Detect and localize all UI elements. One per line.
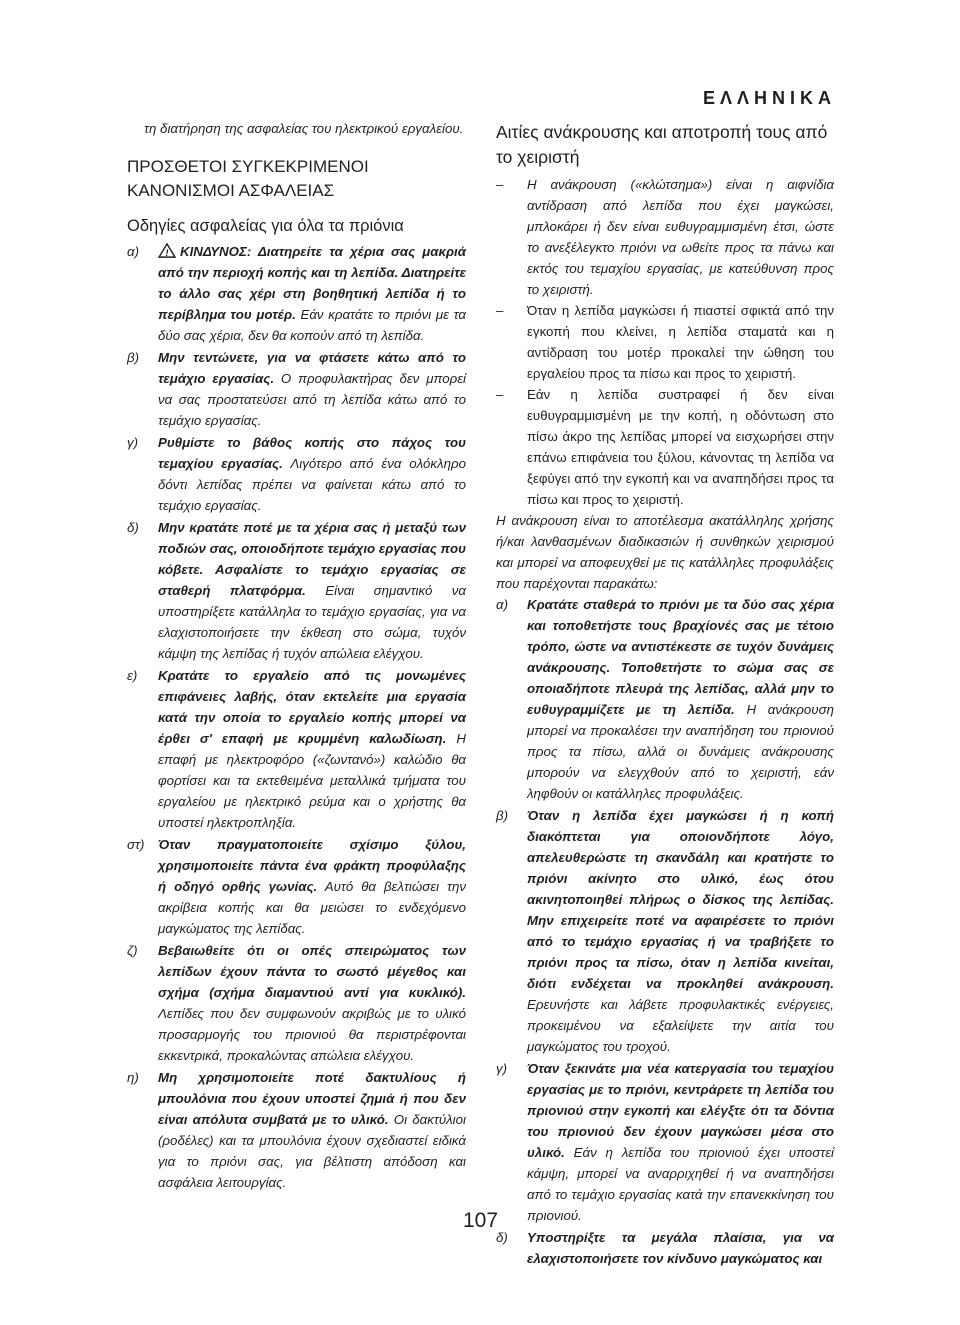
subsection-heading: Οδηγίες ασφαλείας για όλα τα πριόνια (127, 217, 404, 235)
item-bold-text: Βεβαιωθείτε ότι οι οπές σπειρώματος των λεπίδων έχουν πάντα το σωστό μέγεθος και σχήμα (σχήμα διαμαντιού αντί για κυκλικό). (158, 943, 466, 1000)
item-bold-text: Μην κρατάτε ποτέ με τα χέρια σας ή μεταξύ των ποδιών σας, οποιοδήποτε τεμάχιο εργασίας που κόβετε. Ασφαλίστε το τεμάχιο εργασίας σε σταθερή πλατφόρμα. (158, 520, 466, 598)
dash-item (496, 174, 834, 300)
kickback-paragraph: Η ανάκρουση είναι το αποτέλεσμα ακατάλληλης χρήσης ή/και λανθασμένων διαδικασιών ή συνθηκών χειρισμού και μπορεί να αποφευχθεί με τις κατάλληλες προφυλάξεις που παρέχονται παρακάτω: (496, 513, 834, 591)
list-item (127, 347, 466, 431)
item-text (158, 665, 466, 833)
item-text (158, 1067, 466, 1193)
page-number: 107 (463, 1209, 499, 1232)
item-label: ε) (127, 668, 138, 683)
item-bold-text: Κρατάτε σταθερά το πριόνι με τα δύο σας χέρια και τοποθετήστε τους βραχίονές σας με τέτοιο τρόπο, ώστε να αντιστέκεστε σε τυχόν δυνάμεις ανάκρουσης. Τοποθετήστε το σώμα σας σε οποιαδήποτε πλευρά της λεπίδας, αλλά μην το ευθυγραμμίζετε με τη λεπίδα. (527, 597, 834, 717)
item-text (158, 432, 466, 516)
item-plain-text: Αυτό θα βελτιώσει την ακρίβεια κοπής και θα μειώσει το ενδεχόμενο μαγκώματος της λεπίδας. (158, 879, 467, 936)
dash-text: Η ανάκρουση («κλώτσημα») είναι η αιφνίδια αντίδραση από λεπίδα που έχει μαγκώσει, μπλοκάρει ή δεν είναι ευθυγραμμισμένη έτσι, ώστε το ανεξέλεγκτο πριόνι να ωθείτε προς τα πάνω και εκτός του τεμαχίου εργασίας, με κατεύθυνση προς το χειριστή. (527, 177, 834, 297)
item-bold-text: Μην τεντώνετε, για να φτάσετε κάτω από το τεμάχιο εργασίας. (158, 350, 466, 386)
item-text (158, 517, 466, 664)
dash-item (496, 384, 834, 510)
item-text (158, 241, 466, 346)
list-item (127, 665, 466, 833)
item-text (527, 1227, 834, 1269)
dash-item (496, 300, 834, 384)
item-plain-text: Η επαφή με ηλεκτροφόρο («ζωντανό») καλώδιο θα φορτίσει και τα εκτεθειμένα μεταλλικά τμήματα του εργαλείου με ηλεκτρικό ρεύμα και ο χρήστης θα υποστεί ηλεκτροπληξία. (158, 731, 466, 830)
item-label: δ) (496, 1230, 508, 1245)
item-text (158, 834, 466, 939)
dash-bullet: – (496, 177, 504, 192)
list-item (127, 834, 466, 939)
item-label: στ) (127, 837, 145, 852)
list-item (127, 432, 466, 516)
item-plain-text: Οι δακτύλιοι (ροδέλες) και τα μπουλόνια έχουν σχεδιαστεί ειδικά για το πριόνι σας, για βέλτιστη απόδοση και ασφάλεια λειτουργίας. (158, 1112, 466, 1190)
dash-text: Εάν η λεπίδα συστραφεί ή δεν είναι ευθυγραμμισμένη με την κοπή, η οδόντωση στο πίσω άκρο της λεπίδας μπορεί να εισχωρήσει στην επάνω επιφάνεια του ξύλου, κάνοντας τη λεπίδα να ξεφύγει από την εγκοπή και να αναπηδήσει προς τα πίσω και προς το χειριστή. (527, 387, 834, 507)
item-bold-text: Όταν πραγματοποιείτε σχίσιμο ξύλου, χρησιμοποιείτε πάντα ένα φράκτη προφύλαξης ή οδηγό ορθής γωνίας. (158, 837, 466, 894)
item-plain-text: Είναι σημαντικό να υποστηρίξετε κατάλληλα το τεμάχιο εργασίας, για να ελαχιστοποιήσετε την έκθεση στο σώμα, τυχόν κάμψη της λεπίδας ή τυχόν απώλεια ελέγχου. (158, 583, 466, 661)
item-plain-text: Ερευνήστε και λάβετε προφυλακτικές ενέργειες, προκειμένου να εξαλείψετε την αιτία του μαγκώματος του τροχού. (527, 997, 834, 1054)
list-item (496, 1058, 834, 1226)
dash-text: Όταν η λεπίδα μαγκώσει ή πιαστεί σφικτά από την εγκοπή που κλείνει, η λεπίδα σταματά και η αντίδραση του μοτέρ προκαλεί την ώθηση του εργαλείου προς τα πίσω και προς το χειριστή. (527, 303, 834, 381)
item-text (158, 347, 466, 431)
list-item (496, 805, 834, 1057)
item-text (527, 1058, 834, 1226)
dash-bullet: – (496, 387, 504, 402)
item-label: γ) (127, 435, 139, 450)
item-label: β) (496, 808, 509, 823)
item-label: η) (127, 1070, 139, 1085)
intro-text: τη διατήρηση της ασφαλείας του ηλεκτρικού εργαλείου. (144, 121, 464, 136)
item-plain-text: Ο προφυλακτήρας δεν μπορεί να σας προστατεύσει από τη λεπίδα κάτω από το τεμάχιο εργασίας. (158, 371, 467, 428)
item-text (527, 805, 834, 1057)
list-item (127, 241, 466, 346)
item-label: α) (496, 597, 509, 612)
item-plain-text: Εάν κρατάτε το πριόνι με τα δύο σας χέρια, δεν θα κοπούν από τη λεπίδα. (158, 307, 467, 343)
item-plain-text: Λεπίδες που δεν συμφωνούν ακριβώς με το υλικό προσαρμογής του πριονιού θα περιστρέφονται εκκεντρικά, προκαλώντας απώλεια ελέγχου. (158, 1006, 466, 1063)
item-plain-text: Η ανάκρουση μπορεί να προκαλέσει την αναπήδηση του πριονιού προς τα πίσω, αλλά οι δυνάμεις ανάκρουσης μπορούν να ελεγχθούν από το χειριστή, εάν ληφθούν οι κατάλληλες προφυλάξεις. (527, 702, 834, 801)
right-item-list (496, 594, 834, 1269)
item-bold-text: Υποστηρίξτε τα μεγάλα πλαίσια, για να ελαχιστοποιήσετε τον κίνδυνο μαγκώματος και (527, 1230, 834, 1266)
item-label: δ) (127, 520, 139, 535)
list-item (127, 1067, 466, 1193)
item-plain-text: Εάν η λεπίδα του πριονιού έχει υποστεί κάμψη, μπορεί να αναρριχηθεί ή να αναπηδήσει από το τεμάχιο εργασίας κατά την επανεκκίνηση του πριονιού. (527, 1145, 834, 1223)
dash-list (496, 174, 834, 510)
list-item (127, 517, 466, 664)
right-column (496, 118, 834, 1270)
left-item-list (127, 241, 466, 1193)
dash-bullet: – (496, 303, 504, 318)
item-bold-text: Όταν ξεκινάτε μια νέα κατεργασία του τεμαχίου εργασίας με το πριόνι, κεντράρετε τη λεπίδα του πριονιού στην εγκοπή και ελέγξτε ότι τα δόντια του πριονιού δεν έχουν μαγκώσει μέσα στο υλικό. (527, 1061, 834, 1160)
item-bold-text: Κρατάτε το εργαλείο από τις μονωμένες επιφάνειες λαβής, όταν εκτελείτε μια εργασία κατά την οποία το εργαλείο κοπής μπορεί να έρθει σ' επαφή με κρυμμένη καλωδίωση. (158, 668, 466, 746)
item-label: α) (127, 244, 140, 259)
item-label: γ) (496, 1061, 508, 1076)
item-bold-text: Ρυθμίστε το βάθος κοπής στο πάχος του τεμαχίου εργασίας. (158, 435, 466, 471)
kickback-heading: Αιτίες ανάκρουσης και αποτροπή τους από το χειριστή (496, 122, 828, 167)
language-header: ΕΛΛΗΝΙΚΑ (702, 88, 836, 108)
warning-triangle-icon (158, 243, 176, 258)
item-plain-text: Λιγότερο από ένα ολόκληρο δόντι λεπίδας πρέπει να φαίνεται κάτω από το τεμάχιο εργασίας. (158, 456, 466, 513)
item-bold-text: ΚΙΝΔΥΝΟΣ: Διατηρείτε τα χέρια σας μακριά από την περιοχή κοπής και τη λεπίδα. Διατηρείτε το άλλο σας χέρι στη βοηθητική λεπίδα ή το περίβλημα του μοτέρ. (158, 244, 466, 322)
section-heading: ΠΡΟΣΘΕΤΟΙ ΣΥΓΚΕΚΡΙΜΕΝΟΙ ΚΑΝΟΝΙΣΜΟΙ ΑΣΦΑΛΕΙΑΣ (127, 157, 369, 200)
item-bold-text: Όταν η λεπίδα έχει μαγκώσει ή η κοπή διακόπτεται για οποιονδήποτε λόγο, απελευθερώστε τη σκανδάλη και κρατήστε το πριόνι ακίνητο στο υλικό, έως ότου ακινητοποιηθεί πλήρως ο δίσκος της λεπίδας. Μην επιχειρείτε ποτέ να αφαιρέσετε το πριόνι από το τεμάχιο εργασίας ή να τραβήξετε το πριόνι προς τα πίσω, όταν η λεπίδα κινείται, διότι ενδέχεται να προκληθεί ανάκρουση. (527, 808, 834, 991)
item-bold-text: Μη χρησιμοποιείτε ποτέ δακτυλίους ή μπουλόνια που έχουν υποστεί ζημιά ή που δεν είναι απόλυτα συμβατά με το υλικό. (158, 1070, 466, 1127)
left-column (127, 118, 466, 1194)
list-item (127, 940, 466, 1066)
list-item (496, 594, 834, 804)
list-item (496, 1227, 834, 1269)
svg-text:!: ! (165, 247, 169, 258)
item-text (158, 940, 466, 1066)
item-text (527, 594, 834, 804)
item-label: β) (127, 350, 140, 365)
item-label: ζ) (127, 943, 138, 958)
